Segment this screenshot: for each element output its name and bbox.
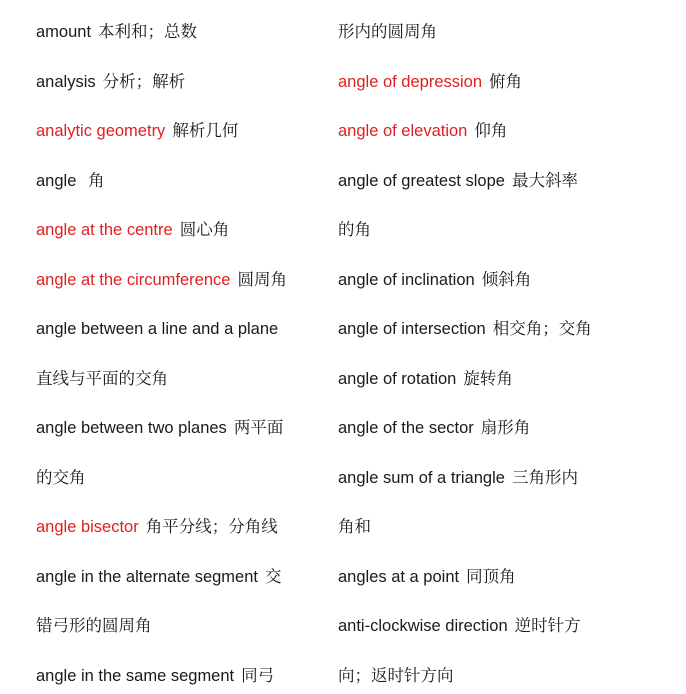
term-english: angle at the circumference <box>36 270 231 289</box>
term-english: angle of elevation <box>338 122 468 140</box>
glossary-entry <box>36 121 238 141</box>
term-english: angle at the centre <box>36 221 173 239</box>
glossary-entry <box>36 567 282 587</box>
term-chinese: 同顶角 <box>466 567 516 586</box>
term-chinese: 扇形角 <box>480 419 531 437</box>
glossary-entry <box>338 468 578 488</box>
term-english: angle of inclination <box>338 270 475 289</box>
glossary-entry <box>36 270 287 290</box>
term-chinese: 逆时针方 <box>514 617 581 635</box>
term-chinese: 两平面 <box>233 419 284 437</box>
glossary-entry <box>338 319 592 339</box>
term-english: angle of the sector <box>338 419 474 437</box>
glossary-entry <box>338 666 454 686</box>
glossary-entry <box>36 468 86 488</box>
term-chinese: 圆心角 <box>179 221 230 239</box>
term-chinese: 倾斜角 <box>481 270 532 289</box>
glossary-entry <box>338 616 581 636</box>
glossary-entry <box>338 121 507 141</box>
term-chinese: 形内的圆周角 <box>338 23 437 41</box>
glossary-entry <box>36 418 283 438</box>
term-chinese: 旋转角 <box>463 369 513 388</box>
term-chinese: 三角形内 <box>511 468 578 487</box>
term-english: angle bisector <box>36 518 139 536</box>
term-english: angle between a line and a plane <box>36 320 279 338</box>
glossary-entry <box>338 22 437 42</box>
term-chinese: 角 <box>83 171 105 190</box>
glossary-entry <box>36 616 152 636</box>
glossary-entry <box>36 319 285 339</box>
term-chinese: 的交角 <box>36 468 86 487</box>
term-english: angle in the same segment <box>36 666 235 685</box>
term-english: angle between two planes <box>36 419 227 437</box>
term-chinese: 相交角；交角 <box>492 320 592 338</box>
term-chinese: 向；返时针方向 <box>338 666 454 685</box>
term-english: angle <box>36 171 77 190</box>
term-english: anti-clockwise direction <box>338 617 508 635</box>
glossary-entry <box>36 72 185 92</box>
term-english: angle in the alternate segment <box>36 567 258 586</box>
term-chinese: 角平分线；分角线 <box>145 518 278 536</box>
term-english: analysis <box>36 72 96 91</box>
glossary-entry <box>338 567 516 587</box>
term-chinese: 同弓 <box>241 666 275 685</box>
glossary-entry <box>36 369 168 389</box>
term-chinese: 圆周角 <box>237 270 287 289</box>
term-english: angle sum of a triangle <box>338 468 505 487</box>
glossary-entry <box>338 517 371 537</box>
term-english: amount <box>36 23 92 41</box>
term-chinese: 分析；解析 <box>102 72 186 91</box>
glossary-entry <box>338 418 530 438</box>
glossary-entry <box>338 270 531 290</box>
term-english: angle of rotation <box>338 369 457 388</box>
term-chinese: 错弓形的圆周角 <box>36 617 152 635</box>
glossary-entry <box>338 220 371 240</box>
term-chinese: 仰角 <box>474 122 508 140</box>
term-chinese: 本利和；总数 <box>98 23 198 41</box>
term-chinese: 解析几何 <box>172 122 239 140</box>
term-chinese: 直线与平面的交角 <box>36 369 168 388</box>
glossary-entry <box>338 171 578 191</box>
term-chinese: 角和 <box>338 518 371 536</box>
glossary-entry <box>36 666 274 686</box>
term-english: analytic geometry <box>36 122 166 140</box>
term-chinese: 最大斜率 <box>511 171 578 190</box>
glossary-entry <box>36 220 229 240</box>
glossary-entry <box>338 72 522 92</box>
term-english: angle of greatest slope <box>338 171 505 190</box>
term-english: angle of depression <box>338 72 483 91</box>
term-chinese: 俯角 <box>489 72 523 91</box>
glossary-entry <box>338 369 513 389</box>
term-chinese: 的角 <box>338 221 371 239</box>
glossary-entry <box>36 171 104 191</box>
term-chinese: 交 <box>265 567 282 586</box>
term-english: angles at a point <box>338 567 460 586</box>
glossary-entry <box>36 22 197 42</box>
glossary-entry <box>36 517 278 537</box>
term-english: angle of intersection <box>338 320 486 338</box>
